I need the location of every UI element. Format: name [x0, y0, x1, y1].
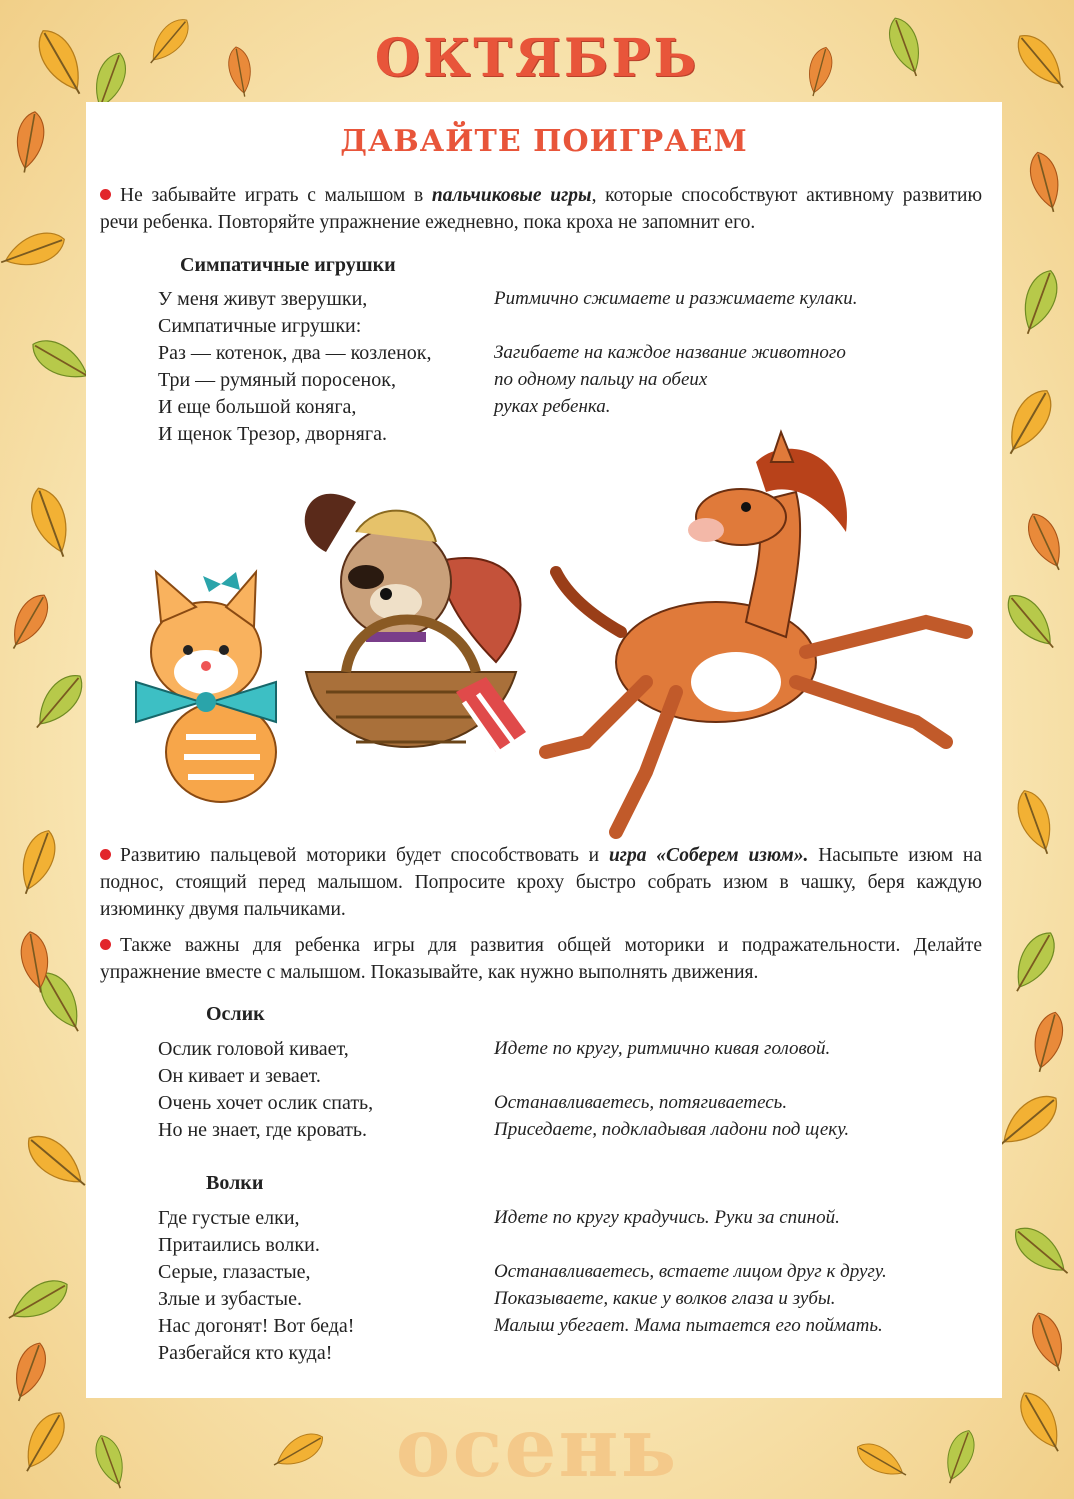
poem-row [158, 288, 998, 315]
poem-instruction: руках ребенка. [494, 396, 611, 417]
poem-line: У меня живут зверушки, [158, 288, 368, 310]
poem-line: Серые, глазастые, [158, 1261, 311, 1283]
poem-row [158, 1038, 998, 1065]
poem-line: Раз — котенок, два — козленок, [158, 342, 432, 364]
imitation-paragraph [100, 932, 982, 986]
imitation-text: Также важны для ребенка игры для развития общей моторики и подражательности. Делайте упражнение вместе с малышом. Показывайте, как нужно выполнять движения. [100, 935, 982, 983]
poem3-title: Волки [206, 1172, 264, 1194]
poem-row [158, 1119, 998, 1146]
poem-instruction: Идете по кругу, ритмично кивая головой. [494, 1038, 831, 1059]
intro-emphasis: пальчиковые игры [431, 185, 592, 206]
poem-line: Очень хочет ослик спать, [158, 1092, 374, 1114]
poem-row [158, 315, 998, 342]
bullet-icon [100, 189, 111, 200]
intro-text-before: Не забывайте играть с малышом в [120, 185, 432, 206]
poem-instruction: Останавливаетесь, встаете лицом друг к другу. [494, 1261, 887, 1282]
poem-instruction: Приседаете, подкладывая ладони под щеку. [494, 1119, 850, 1140]
poem-row [158, 1207, 998, 1234]
poem-instruction: Показываете, какие у волков глаза и зубы. [494, 1288, 836, 1309]
poem-line: И щенок Трезор, дворняга. [158, 423, 387, 445]
poem2 [158, 1038, 998, 1146]
season-title: осень [395, 1400, 679, 1496]
poem-row [158, 396, 998, 423]
puppy-illustration [286, 462, 546, 772]
poem-line: Но не знает, где кровать. [158, 1119, 367, 1141]
poem-row [158, 1288, 998, 1315]
poem-line: Три — румяный поросенок, [158, 369, 396, 391]
kitten-illustration [126, 562, 296, 812]
poem-line: Злые и зубастые. [158, 1288, 302, 1310]
content-panel [86, 102, 1002, 1398]
poem-row [158, 342, 998, 369]
poem-row [158, 1092, 998, 1119]
poem-instruction: Загибаете на каждое название животного [494, 342, 846, 363]
poem-line: И еще большой коняга, [158, 396, 357, 418]
poem-line: Он кивает и зевает. [158, 1065, 321, 1087]
intro-text-after: , которые способствуют активному развитию речи ребенка. Повторяйте упражнение ежедневно, пока кроха не запомнит его. [100, 185, 983, 233]
motor-text-before: Развитию пальцевой моторики будет способствовать и [120, 845, 609, 866]
bullet-icon [100, 849, 111, 860]
poem-row [158, 1065, 998, 1092]
poem1-title: Симпатичные игрушки [180, 254, 396, 276]
poem-instruction: Малыш убегает. Мама пытается его поймать. [494, 1315, 883, 1336]
poem-line: Нас догонят! Вот беда! [158, 1315, 355, 1337]
month-title: ОКТЯБРЬ [374, 28, 700, 89]
poem2-title: Ослик [206, 1003, 265, 1025]
poem-row [158, 369, 998, 396]
intro-paragraph [100, 182, 982, 236]
poem-instruction: Идете по кругу крадучись. Руки за спиной. [494, 1207, 840, 1228]
poem-row [158, 1234, 998, 1261]
motor-paragraph [100, 842, 982, 923]
poem-line: Симпатичные игрушки: [158, 315, 362, 337]
poem-instruction: по одному пальцу на обеих [494, 369, 708, 390]
poem-line: Ослик головой кивает, [158, 1038, 349, 1060]
motor-text-after: Насыпьте изюм на поднос, стоящий перед малышом. Попросите кроху быстро собрать изюм в чашку, беря каждую изюминку двумя пальчиками. [100, 845, 982, 920]
motor-emphasis: игра «Соберем изюм». [608, 845, 809, 866]
poem-row [158, 1261, 998, 1288]
poem-line: Где густые елки, [158, 1207, 300, 1229]
poem-line: Притаились волки. [158, 1234, 320, 1256]
poem-row [158, 1315, 998, 1342]
page-subtitle: ДАВАЙТЕ ПОИГРАЕМ [340, 124, 748, 159]
poem-instruction: Останавливаетесь, потягиваетесь. [494, 1092, 788, 1113]
poem3 [158, 1207, 998, 1369]
poem-instruction: Ритмично сжимаете и разжимаете кулаки. [494, 288, 858, 309]
poem-row [158, 1342, 998, 1369]
bullet-icon [100, 939, 111, 950]
poem-line: Разбегайся кто куда! [158, 1342, 333, 1364]
foal-illustration [526, 422, 986, 842]
